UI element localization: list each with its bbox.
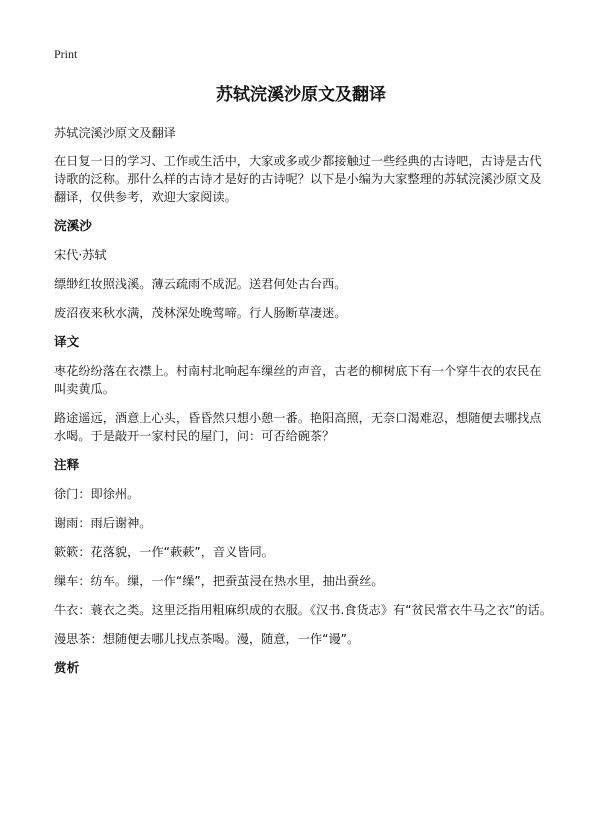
- note-item: 徐门：即徐州。: [54, 487, 140, 501]
- translation-paragraph: 路途遥远，酒意上心头，昏昏然只想小憩一番。艳阳高照，无奈口渴难忍，想随便去哪找点水喝。于是敲开一家村民的屋门，问：可否给碗茶？: [54, 411, 542, 443]
- note-item: 漫思茶：想随便去哪儿找点茶喝。漫，随意，一作“谩”。: [54, 632, 360, 646]
- print-link[interactable]: Print: [54, 47, 78, 61]
- notes-heading: 注释: [54, 457, 80, 472]
- appreciation-heading: 赏析: [54, 660, 80, 675]
- note-item: 簌簌：花落貌，一作“蔌蔌”，音义皆同。: [54, 545, 274, 559]
- translation-heading: 译文: [54, 334, 80, 349]
- translation-paragraph: 枣花纷纷落在衣襟上。村南村北响起车缫丝的声音，古老的柳树底下有一个穿牛衣的农民在叫卖黄瓜。: [54, 364, 542, 396]
- poem-line: 废沼夜来秋水满，茂林深处晚莺啼。行人肠断草凄迷。: [54, 306, 347, 320]
- page-title: 苏轼浣溪沙原文及翻译: [216, 85, 386, 105]
- note-item: 谢雨：雨后谢神。: [54, 516, 152, 530]
- note-item: 牛衣：蓑衣之类。这里泛指用粗麻织成的衣服。《汉书.食货志》有“贫民常衣牛马之衣”的话。: [54, 603, 552, 617]
- document-subtitle: 苏轼浣溪沙原文及翻译: [54, 126, 176, 140]
- poem-heading: 浣溪沙: [54, 218, 92, 233]
- poem-line: 缥缈红妆照浅溪。薄云疏雨不成泥。送君何处古台西。: [54, 277, 347, 291]
- note-item: 缫车：纺车。缫，一作“缲”，把蚕茧浸在热水里，抽出蚕丝。: [54, 574, 384, 588]
- poem-author: 宋代·苏轼: [54, 248, 107, 262]
- intro-paragraph: 在日复一日的学习、工作或生活中，大家或多或少都接触过一些经典的古诗吧，古诗是古代诗歌的泛称。那什么样的古诗才是好的古诗呢？以下是小编为大家整理的苏轼浣溪沙原文及翻译，仅供参考，欢迎大家阅读。: [54, 154, 542, 204]
